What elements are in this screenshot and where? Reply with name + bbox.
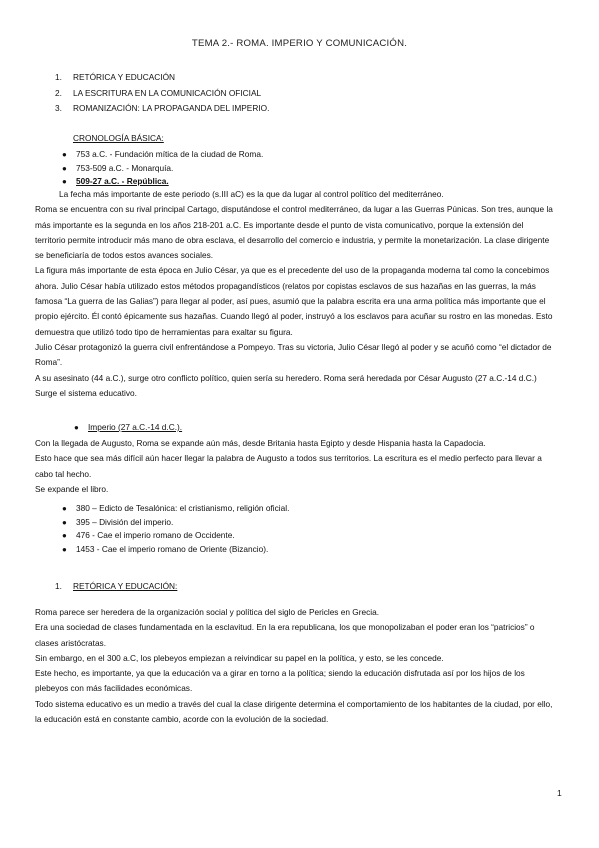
list-item-text: 476 - Cae el imperio romano de Occidente. <box>76 530 235 540</box>
page-number: 1 <box>557 788 562 798</box>
list-item <box>62 529 289 543</box>
toc-item-number: 1. <box>55 72 62 82</box>
imperio-text <box>35 436 555 497</box>
section-1-text <box>35 605 555 727</box>
bullet-icon: ● <box>62 544 67 554</box>
paragraph: Con la llegada de Augusto, Roma se expande aún más, desde Britania hasta Egipto y desde Hispania hasta la Capadocia. <box>35 438 486 448</box>
list-item <box>62 502 289 516</box>
paragraph: La fecha más importante de este periodo (s.III aC) es la que da lugar al control político del mediterráneo. <box>59 189 444 199</box>
list-item <box>74 421 182 435</box>
bullet-icon: ● <box>62 177 67 186</box>
bullet-icon: ● <box>62 531 67 540</box>
list-item <box>62 516 289 530</box>
section-1-heading <box>55 579 177 595</box>
republica-text <box>35 187 555 401</box>
bullet-icon: ● <box>62 163 67 173</box>
imperio-item <box>74 421 182 435</box>
list-item-text: 380 – Edicto de Tesalónica: el cristianismo, religión oficial. <box>76 503 290 513</box>
list-item-text: 753-509 a.C. - Monarquía. <box>76 162 174 173</box>
table-of-contents <box>55 70 269 117</box>
paragraph: Todo sistema educativo es un medio a través del cual la clase dirigente determina el comportamiento de los habitantes de la ciudad, por ello, la educación está en constante cambio, acorde con la evolución de la sociedad. <box>35 698 553 725</box>
toc-item-number: 2. <box>55 87 62 98</box>
cronologia-list <box>62 148 263 189</box>
cronologia-heading: CRONOLOGÍA BÁSICA: <box>73 133 164 143</box>
section-heading-row <box>55 579 177 595</box>
section-number: 1. <box>55 581 62 591</box>
list-item <box>62 543 289 557</box>
toc-item <box>55 101 269 117</box>
imperio-events-list <box>62 502 289 556</box>
paragraph: Roma se encuentra con su rival principal Cartago, disputándose el control mediterráneo, da lugar a las Guerras Púnicas. Son tres, aunque la más importante es la segunda en los años 218-201 a.C. Es importante desde el punto de vista comunicativo, porque la extensión del territorio permite introducir más mano de obra esclava, el desarrollo del comercio e industria, y permite la monetarización. La clase dirigente se beneficiaría de todos estos avances sociales. <box>35 204 553 261</box>
page-title: TEMA 2.- ROMA. IMPERIO Y COMUNICACIÓN. <box>191 38 408 49</box>
list-item-text: 395 – División del imperio. <box>76 516 174 527</box>
list-item-text: 753 a.C. - Fundación mítica de la ciudad de Roma. <box>76 149 264 159</box>
toc-item-label: RETÓRICA Y EDUCACIÓN <box>73 72 176 82</box>
paragraph: Se expande el libro. <box>35 483 109 494</box>
paragraph: Surge el sistema educativo. <box>35 387 137 398</box>
paragraph: Este hecho, es importante, ya que la educación va a girar en torno a la política; siendo la educación disfrutada así por los hijos de los plebeyos con más facilidades económicas. <box>35 668 525 694</box>
section-title: RETÓRICA Y EDUCACIÓN: <box>73 581 178 591</box>
bullet-icon: ● <box>62 504 67 513</box>
toc-item <box>55 86 269 102</box>
list-item-text: 1453 - Cae el imperio romano de Oriente (Bizancio). <box>76 543 269 554</box>
bullet-icon: ● <box>62 150 67 159</box>
list-item-text: Imperio (27 a.C.-14 d.C.). <box>88 422 183 432</box>
toc-item-label: LA ESCRITURA EN LA COMUNICACIÓN OFICIAL <box>73 87 262 98</box>
bullet-icon: ● <box>74 423 79 432</box>
list-item <box>62 148 263 162</box>
toc-item <box>55 70 269 86</box>
bullet-icon: ● <box>62 517 67 527</box>
toc-item-number: 3. <box>55 103 62 113</box>
paragraph: A su asesinato (44 a.C.), surge otro conflicto político, quien sería su heredero. Roma será heredada por César Augusto (27 a.C.-14 d.C.) <box>35 372 537 383</box>
paragraph: Julio César protagonizó la guerra civil enfrentándose a Pompeyo. Tras su victoria, Julio César llegó al poder y se acuñó como “el dictador de Roma”. <box>35 341 552 368</box>
toc-item-label: ROMANIZACIÓN: LA PROPAGANDA DEL IMPERIO. <box>73 103 270 113</box>
paragraph: Roma parece ser heredera de la organización social y política del siglo de Pericles en Grecia. <box>35 607 380 617</box>
list-item <box>62 162 263 176</box>
paragraph: Sin embargo, en el 300 a.C, los plebeyos empiezan a reivindicar su papel en la política, y esto, se les concede. <box>35 652 444 663</box>
paragraph: Esto hace que sea más difícil aún hacer llegar la palabra de Augusto a todos sus territorios. La escritura es el medio perfecto para llevar a cabo tal hecho. <box>35 453 542 479</box>
list-item-text: 509-27 a.C. - República. <box>76 176 169 186</box>
paragraph: Era una sociedad de clases fundamentada en la esclavitud. En la era republicana, los que monopolizaban el poder eran los “patricios” o clases aristócratas. <box>35 622 535 648</box>
paragraph: La figura más importante de esta época en Julio César, ya que es el precedente del uso de la propaganda moderna tal como la concebimos ahora. Julio César había utilizado estos métodos propagandísticos (relatos por copistas esclavos de sus hazañas en las guerras, la más famosa “La guerra de las Galias”) para llegar al poder, así pues, asumió que la palabra escrita era una arma política más importante que el propio ejército. Él contó épicamente sus hazañas. Cuando llegó al poder, instruyó a los esclavos para acuñar su rostro en las monedas. Esto demuestra que utilizó todo tipo de herramientas para exaltar su figura. <box>35 265 553 337</box>
